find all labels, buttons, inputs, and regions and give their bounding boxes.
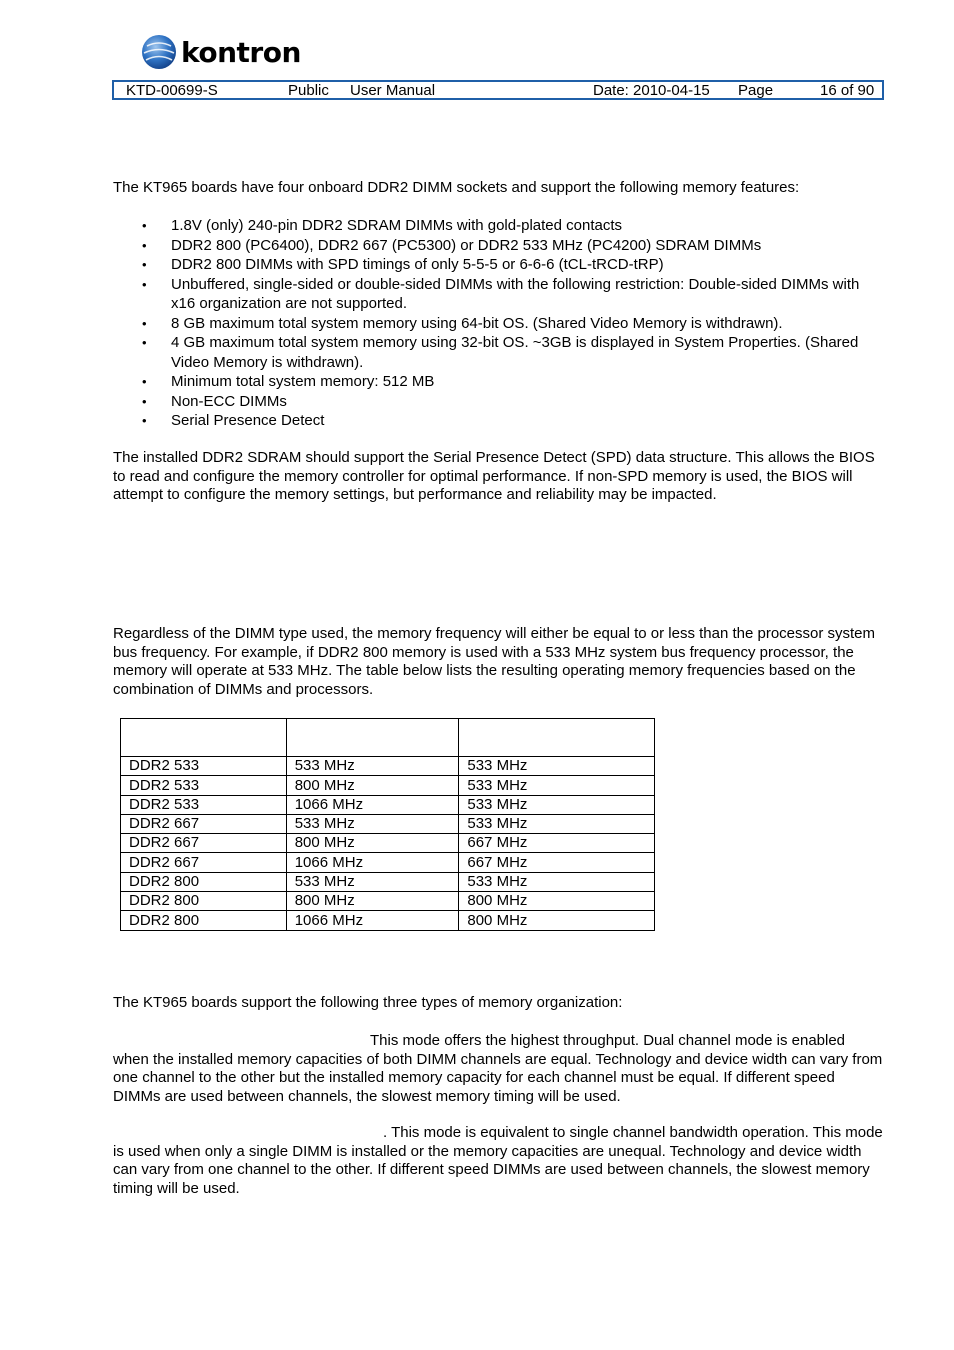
- table-cell: DDR2 533: [121, 776, 287, 795]
- table-row: [121, 834, 655, 853]
- table-header-cell: [459, 719, 655, 757]
- table-cell: 533 MHz: [459, 814, 655, 833]
- memory-frequency-table: [120, 718, 655, 931]
- document-header: [112, 80, 884, 100]
- table-row: [121, 911, 655, 930]
- table-header-row: [121, 719, 655, 757]
- dual-channel-paragraph: This mode offers the highest throughput. Dual channel mode is enabled when the installed memory capacities of both DIMM channels are equal. Technology and device width can vary from one channel to the other but the installed memory capacity for each channel must be equal. If different speed DIMMs are used between channels, the slowest memory timing will be used.: [113, 1032, 883, 1105]
- list-item: • DDR2 800 (PC6400), DDR2 667 (PC5300) or DDR2 533 MHz (PC4200) SDRAM DIMMs: [140, 236, 885, 256]
- table-row: [121, 872, 655, 891]
- table-cell: 1066 MHz: [286, 911, 459, 930]
- table-cell: DDR2 667: [121, 834, 287, 853]
- list-item: • 4 GB maximum total system memory using 32-bit OS. ~3GB is displayed in System Properties. (Shared Video Memory is withdrawn).: [140, 333, 885, 372]
- document-classification: Public: [288, 82, 329, 99]
- list-item: • Minimum total system memory: 512 MB: [140, 372, 885, 392]
- document-id: KTD-00699-S: [126, 82, 218, 99]
- table-cell: 800 MHz: [286, 776, 459, 795]
- table-row: [121, 757, 655, 776]
- table-cell: DDR2 800: [121, 911, 287, 930]
- list-item: • Non-ECC DIMMs: [140, 392, 885, 412]
- globe-icon: [141, 34, 177, 70]
- table-cell: 800 MHz: [459, 892, 655, 911]
- table-cell: 533 MHz: [286, 814, 459, 833]
- table-cell: 800 MHz: [286, 892, 459, 911]
- table-cell: DDR2 533: [121, 757, 287, 776]
- spd-paragraph: The installed DDR2 SDRAM should support the Serial Presence Detect (SPD) data structure. This allows the BIOS to read and configure the memory controller for optimal performance. If non-SPD memory is used, the BIOS will attempt to configure the memory settings, but performance and reliability may be impacted.: [113, 449, 875, 503]
- table-cell: DDR2 667: [121, 814, 287, 833]
- table-cell: 667 MHz: [459, 834, 655, 853]
- table-cell: 800 MHz: [286, 834, 459, 853]
- table-cell: 533 MHz: [286, 872, 459, 891]
- table-header-cell: [286, 719, 459, 757]
- table-row: [121, 814, 655, 833]
- list-item: • Serial Presence Detect: [140, 411, 885, 431]
- memory-intro: The KT965 boards have four onboard DDR2 DIMM sockets and support the following memory features:: [113, 179, 800, 196]
- organization-intro: The KT965 boards support the following three types of memory organization:: [113, 994, 623, 1011]
- page-number: 16 of 90: [820, 82, 875, 99]
- table-cell: 533 MHz: [286, 757, 459, 776]
- table-header-cell: [121, 719, 287, 757]
- kontron-logo: [141, 33, 301, 71]
- table-cell: DDR2 533: [121, 795, 287, 814]
- memory-feature-list: [140, 216, 885, 431]
- list-item: • 1.8V (only) 240-pin DDR2 SDRAM DIMMs with gold-plated contacts: [140, 216, 885, 236]
- table-cell: 667 MHz: [459, 853, 655, 872]
- single-channel-paragraph: . This mode is equivalent to single channel bandwidth operation. This mode is used when only a single DIMM is installed or the memory capacities are unequal. Technology and device width can vary from one channel to the other. If different speed DIMMs are used between channels, the slowest memory timing will be used.: [113, 1124, 883, 1197]
- table-cell: 1066 MHz: [286, 795, 459, 814]
- table-cell: 800 MHz: [459, 911, 655, 930]
- table-cell: 533 MHz: [459, 795, 655, 814]
- logo-wordmark: kontron: [181, 35, 301, 69]
- list-item: • 8 GB maximum total system memory using 64-bit OS. (Shared Video Memory is withdrawn).: [140, 314, 885, 334]
- document-date: Date: 2010-04-15: [593, 82, 710, 99]
- table-cell: 1066 MHz: [286, 853, 459, 872]
- table-cell: 533 MHz: [459, 776, 655, 795]
- frequency-paragraph: Regardless of the DIMM type used, the memory frequency will either be equal to or less than the processor system bus frequency. For example, if DDR2 800 memory is used with a 533 MHz system bus frequency processor, the memory will operate at 533 MHz. The table below lists the resulting operating memory frequencies based on the combination of DIMMs and processors.: [113, 625, 876, 698]
- table-cell: DDR2 800: [121, 872, 287, 891]
- table-cell: DDR2 667: [121, 853, 287, 872]
- table-row: [121, 853, 655, 872]
- table-row: [121, 776, 655, 795]
- document-type: User Manual: [350, 82, 436, 99]
- page-label: Page: [738, 82, 774, 99]
- table-cell: 533 MHz: [459, 757, 655, 776]
- list-item: • Unbuffered, single-sided or double-sided DIMMs with the following restriction: Double-sided DIMMs with x16 organization are not supported.: [140, 275, 885, 314]
- table-cell: DDR2 800: [121, 892, 287, 911]
- table-cell: 533 MHz: [459, 872, 655, 891]
- table-row: [121, 795, 655, 814]
- table-row: [121, 892, 655, 911]
- list-item: • DDR2 800 DIMMs with SPD timings of only 5-5-5 or 6-6-6 (tCL-tRCD-tRP): [140, 255, 885, 275]
